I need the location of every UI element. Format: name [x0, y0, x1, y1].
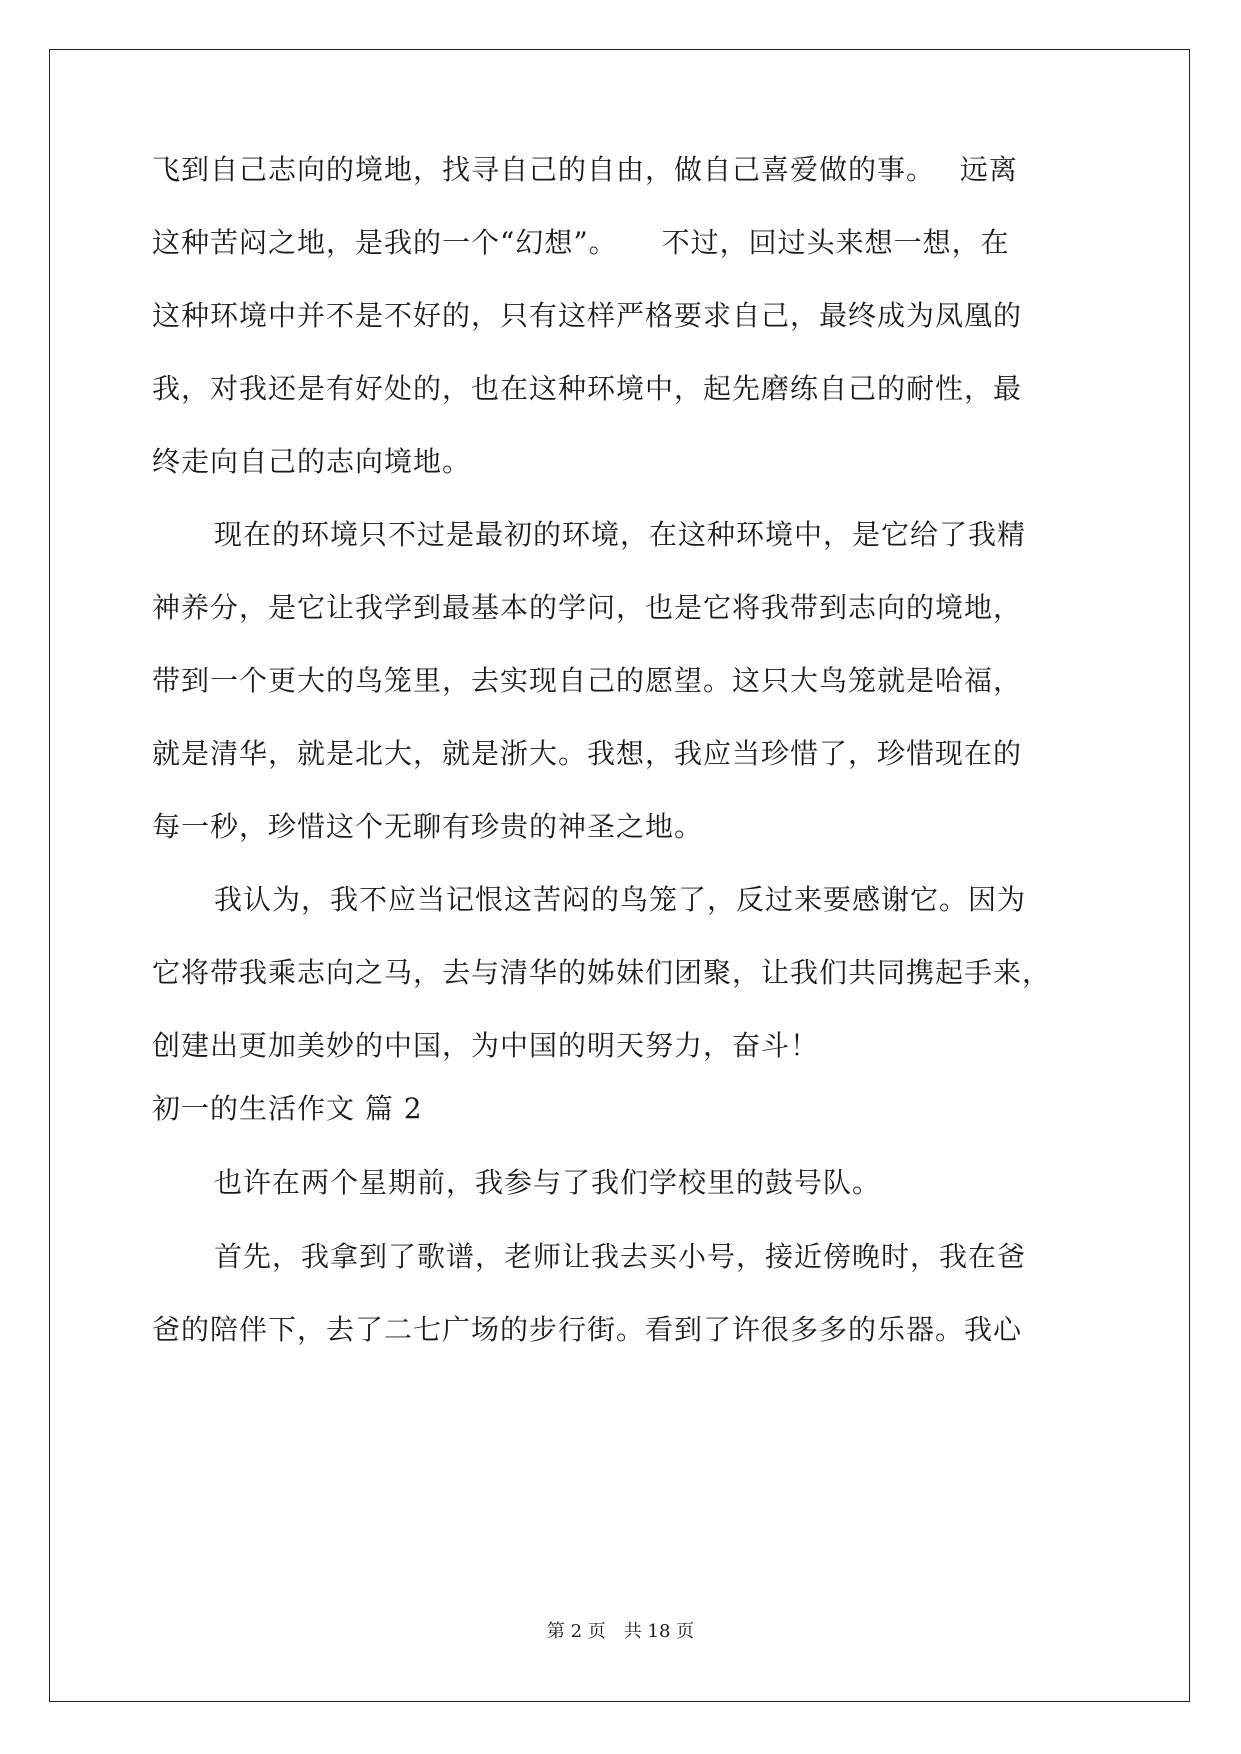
- page-number-footer: 第 2 页 共 18 页: [546, 1621, 695, 1642]
- text-line: 创建出更加美妙的中国，为中国的明天努力，奋斗！: [152, 1029, 820, 1062]
- paragraph-start-line: 首先，我拿到了歌谱，老师让我去买小号，接近傍晚时，我在爸: [214, 1240, 1027, 1273]
- document-body: [152, 150, 1092, 1350]
- paragraph-start-line: 也许在两个星期前，我参与了我们学校里的鼓号队。: [214, 1166, 882, 1199]
- paragraph-start-line: 我认为，我不应当记恨这苦闷的鸟笼了，反过来要感谢它。因为: [214, 883, 1027, 916]
- text-line: 这种苦闷之地，是我的一个“幻想”。 不过，回过头来想一想，在: [152, 226, 1010, 259]
- text-line: 我，对我还是有好处的，也在这种环境中，起先磨练自己的耐性，最: [152, 372, 1023, 405]
- text-line: 飞到自己志向的境地，找寻自己的自由，做自己喜爱做的事。 远离: [152, 153, 1018, 186]
- text-line: 每一秒，珍惜这个无聊有珍贵的神圣之地。: [152, 810, 704, 843]
- text-line: 爸的陪伴下，去了二七广场的步行街。看到了许很多多的乐器。我心: [152, 1313, 1023, 1346]
- section-heading: 初一的生活作文 篇 2: [152, 1092, 423, 1125]
- text-line: 神养分，是它让我学到最基本的学问，也是它将我带到志向的境地，: [152, 591, 1023, 624]
- paragraph-start-line: 现在的环境只不过是最初的环境，在这种环境中，是它给了我精: [214, 518, 1027, 551]
- text-line: 它将带我乘志向之马，去与清华的姊妹们团聚，让我们共同携起手来，: [152, 956, 1052, 989]
- text-line: 终走向自己的志向境地。: [152, 445, 472, 478]
- text-line: 带到一个更大的鸟笼里，去实现自己的愿望。这只大鸟笼就是哈福，: [152, 664, 1023, 697]
- text-line: 这种环境中并不是不好的，只有这样严格要求自己，最终成为凤凰的: [152, 299, 1023, 332]
- text-line: 就是清华，就是北大，就是浙大。我想，我应当珍惜了，珍惜现在的: [152, 737, 1023, 770]
